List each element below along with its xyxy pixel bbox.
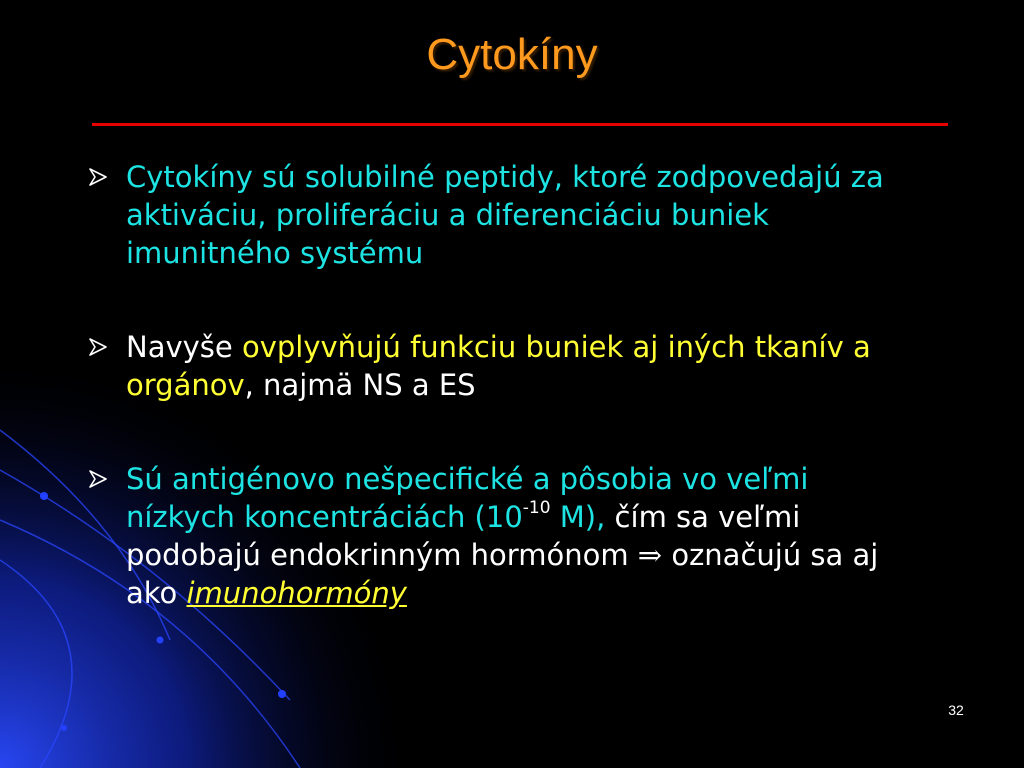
bullet-text-highlight: ovplyvňujú funkciu buniek aj iných tkanív a orgánov: [126, 330, 871, 402]
emphasized-term: imunohormóny: [186, 576, 407, 610]
arrowhead-bullet-icon: [88, 338, 108, 356]
bullet-text-part1: Sú antigénovo nešpecifické a pôsobia vo veľmi nízkych koncentráciách (10: [126, 462, 809, 534]
title-underline: [92, 123, 948, 126]
bullet-text-part2: M),: [550, 500, 606, 534]
bullet-item: [88, 328, 888, 404]
implies-arrow-icon: ⇒: [637, 538, 663, 572]
bullet-list: [88, 158, 888, 612]
bullet-text-tail: , najmä NS a ES: [244, 368, 476, 402]
slide-title: Cytokíny: [426, 30, 598, 79]
bullet-item: [88, 158, 888, 272]
arrowhead-bullet-icon: [88, 470, 108, 488]
bullet-text-lead: Navyše: [126, 330, 242, 364]
arrowhead-bullet-icon: [88, 168, 108, 186]
page-number: 32: [948, 702, 964, 718]
bullet-text: Cytokíny sú solubilné peptidy, ktoré zodpovedajú za aktiváciu, proliferáciu a diferenciáciu buniek imunitného systému: [126, 160, 884, 270]
bullet-item: [88, 460, 888, 612]
bullet-text-part3: čím sa veľmi podobajú endokrinným hormónom: [126, 500, 801, 572]
bullet-text-part4: označujú sa aj ako: [126, 538, 879, 610]
exponent: -10: [522, 498, 551, 518]
